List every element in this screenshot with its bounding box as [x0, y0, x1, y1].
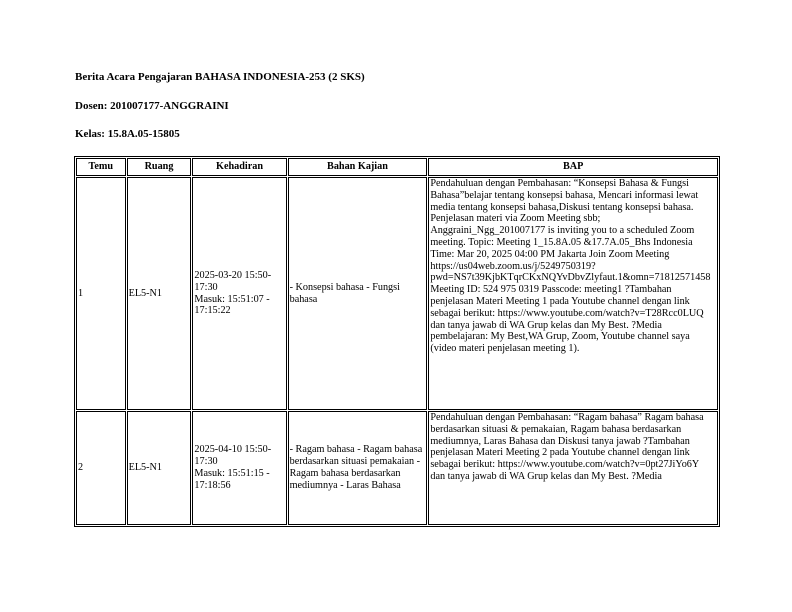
- cell-kehadiran: 2025-04-10 15:50- 17:30 Masuk: 15:51:15 - 17:18:56: [192, 411, 286, 525]
- document-title: Berita Acara Pengajaran BAHASA INDONESIA-253 (2 SKS): [75, 71, 365, 83]
- table-header-row: [76, 158, 718, 176]
- bap-table: [74, 156, 720, 527]
- lecturer-line: Dosen: 201007177-ANGGRAINI: [75, 100, 229, 112]
- cell-temu: 1: [76, 177, 126, 410]
- column-header-temu: Temu: [76, 158, 126, 176]
- column-header-kehadiran: Kehadiran: [192, 158, 286, 176]
- cell-bap: Pendahuluan dengan Pembahasan: “Konsepsi Bahasa & Fungsi Bahasa”belajar tentang konsepsi bahasa, Mencari informasi lewat media tentang konsepsi bahasa,Diskusi tentang konsepsi bahasa. Penjelasan materi via Zoom Meeting sbb; Anggraini_Ngg_201007177 is inviting you to a scheduled Zoom meeting. Topic: Meeting 1_15.8A.05 &17.7A.05_Bhs Indonesia Time: Mar 20, 2025 04:00 PM Jakarta Join Zoom Meeting https://us04web.zoom.us/j/5249750319?pwd=NS7t39KjbKTqrCKxNQYvDbvZlyfaut.1&omn=71812571458 Meeting ID: 524 975 0319 Passcode: meeting1 ?Tambahan penjelasan Materi Meeting 1 pada Youtube channel dengan link sebagai berikut: https://www.youtube.com/watch?v=T28Rcc0LUQ dan tanya jawab di WA Grup kelas dan My Best. ?Media pembelajaran: My Best,WA Grup, Zoom, Youtube channel saya (video materi penjelasan meeting 1).: [428, 177, 718, 410]
- cell-bap: Pendahuluan dengan Pembahasan: “Ragam bahasa” Ragam bahasa berdasarkan situasi & pemakaian, Ragam bahasa berdasarkan mediumnya, Laras Bahasa dan Diskusi tanya jawab ?Tambahan penjelasan Materi Meeting 2 pada Youtube channel dengan link sebagai berikut: https://www.youtube.com/watch?v=0pt27JiYo6Y dan tanya jawab di WA Grup kelas dan My Best. ?Media: [428, 411, 718, 525]
- cell-bahan-kajian: - Konsepsi bahasa - Fungsi bahasa: [288, 177, 428, 410]
- column-header-bahan-kajian: Bahan Kajian: [288, 158, 428, 176]
- table-row: [76, 177, 718, 410]
- cell-bahan-kajian: - Ragam bahasa - Ragam bahasa berdasarkan situasi pemakaian - Ragam bahasa berdasarkan mediumnya - Laras Bahasa: [288, 411, 428, 525]
- table-row: [76, 411, 718, 525]
- column-header-bap: BAP: [428, 158, 718, 176]
- cell-ruang: EL5-N1: [127, 177, 192, 410]
- cell-temu: 2: [76, 411, 126, 525]
- class-line: Kelas: 15.8A.05-15805: [75, 128, 180, 140]
- cell-ruang: EL5-N1: [127, 411, 192, 525]
- cell-kehadiran: 2025-03-20 15:50- 17:30 Masuk: 15:51:07 - 17:15:22: [192, 177, 286, 410]
- column-header-ruang: Ruang: [127, 158, 192, 176]
